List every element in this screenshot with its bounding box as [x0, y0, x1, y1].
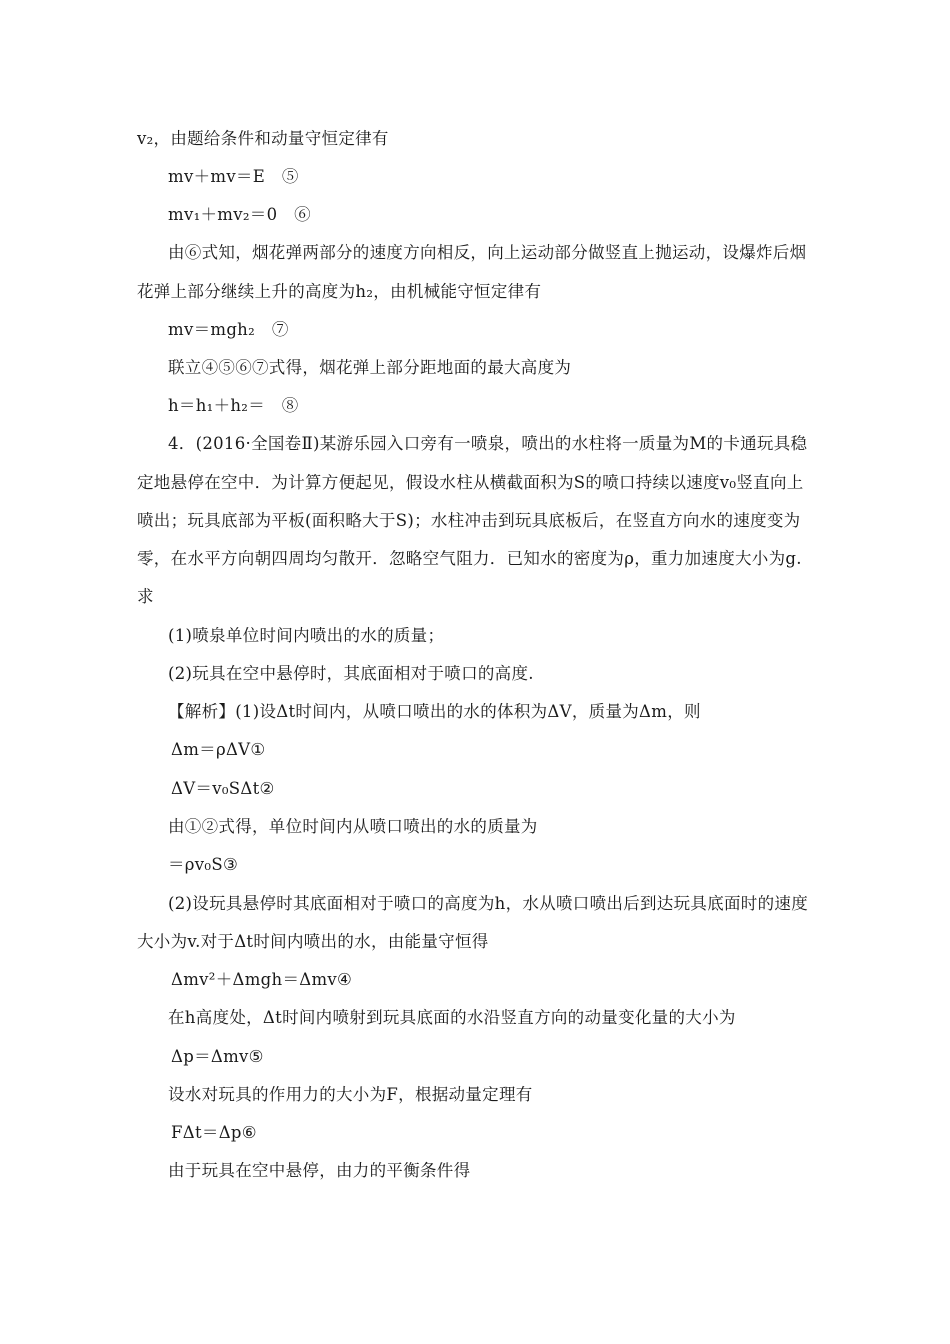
- text-line: 由⑥式知，烟花弹两部分的速度方向相反，向上运动部分做竖直上抛运动，设爆炸后烟: [168, 243, 807, 262]
- text-line: 联立④⑤⑥⑦式得，烟花弹上部分距地面的最大高度为: [168, 358, 572, 377]
- equation-line: Δmv²＋Δmgh＝Δmv④: [171, 970, 353, 989]
- text-line: 求: [137, 587, 154, 606]
- text-line: 花弹上部分继续上升的高度为h₂，由机械能守恒定律有: [137, 282, 542, 301]
- text-line: 定地悬停在空中．为计算方便起见，假设水柱从横截面积为S的喷口持续以速度v₀竖直向上: [137, 473, 804, 492]
- text-line: v₂，由题给条件和动量守恒定律有: [137, 129, 389, 148]
- equation-line: mv₁＋mv₂＝0 ⑥: [168, 205, 311, 224]
- equation-line: Δp＝Δmv⑤: [171, 1047, 264, 1066]
- equation-line: FΔt＝Δp⑥: [171, 1123, 257, 1142]
- equation-line: Δm＝ρΔV①: [171, 740, 266, 759]
- text-line: 由于玩具在空中悬停，由力的平衡条件得: [168, 1161, 471, 1180]
- question-item: (1)喷泉单位时间内喷出的水的质量；: [168, 626, 445, 645]
- text-line: 大小为v.对于Δt时间内喷出的水，由能量守恒得: [137, 932, 489, 951]
- equation-line: mv＋mv＝E ⑤: [168, 167, 299, 186]
- text-line: (2)设玩具悬停时其底面相对于喷口的高度为h，水从喷口喷出后到达玩具底面时的速度: [168, 894, 808, 913]
- text-line: 喷出；玩具底部为平板(面积略大于S)；水柱冲击到玩具底板后，在竖直方向水的速度变为: [137, 511, 801, 530]
- solution-heading: 【解析】(1)设Δt时间内，从喷口喷出的水的体积为ΔV，质量为Δm，则: [168, 702, 701, 721]
- text-line: 在h高度处，Δt时间内喷射到玩具底面的水沿竖直方向的动量变化量的大小为: [168, 1008, 736, 1027]
- equation-line: h＝h₁＋h₂＝ ⑧: [168, 396, 299, 415]
- text-line: 零，在水平方向朝四周均匀散开．忽略空气阻力．已知水的密度为ρ，重力加速度大小为g.: [137, 549, 802, 568]
- problem-heading: 4．(2016·全国卷Ⅱ)某游乐园入口旁有一喷泉，喷出的水柱将一质量为M的卡通玩具稳: [168, 434, 808, 453]
- text-line: 设水对玩具的作用力的大小为F，根据动量定理有: [168, 1085, 533, 1104]
- equation-line: ΔV＝v₀SΔt②: [171, 779, 275, 798]
- text-line: 由①②式得，单位时间内从喷口喷出的水的质量为: [168, 817, 538, 836]
- equation-line: mv＝mgh₂ ⑦: [168, 320, 289, 339]
- question-item: (2)玩具在空中悬停时，其底面相对于喷口的高度.: [168, 664, 534, 683]
- equation-line: ＝ρv₀S③: [168, 855, 239, 874]
